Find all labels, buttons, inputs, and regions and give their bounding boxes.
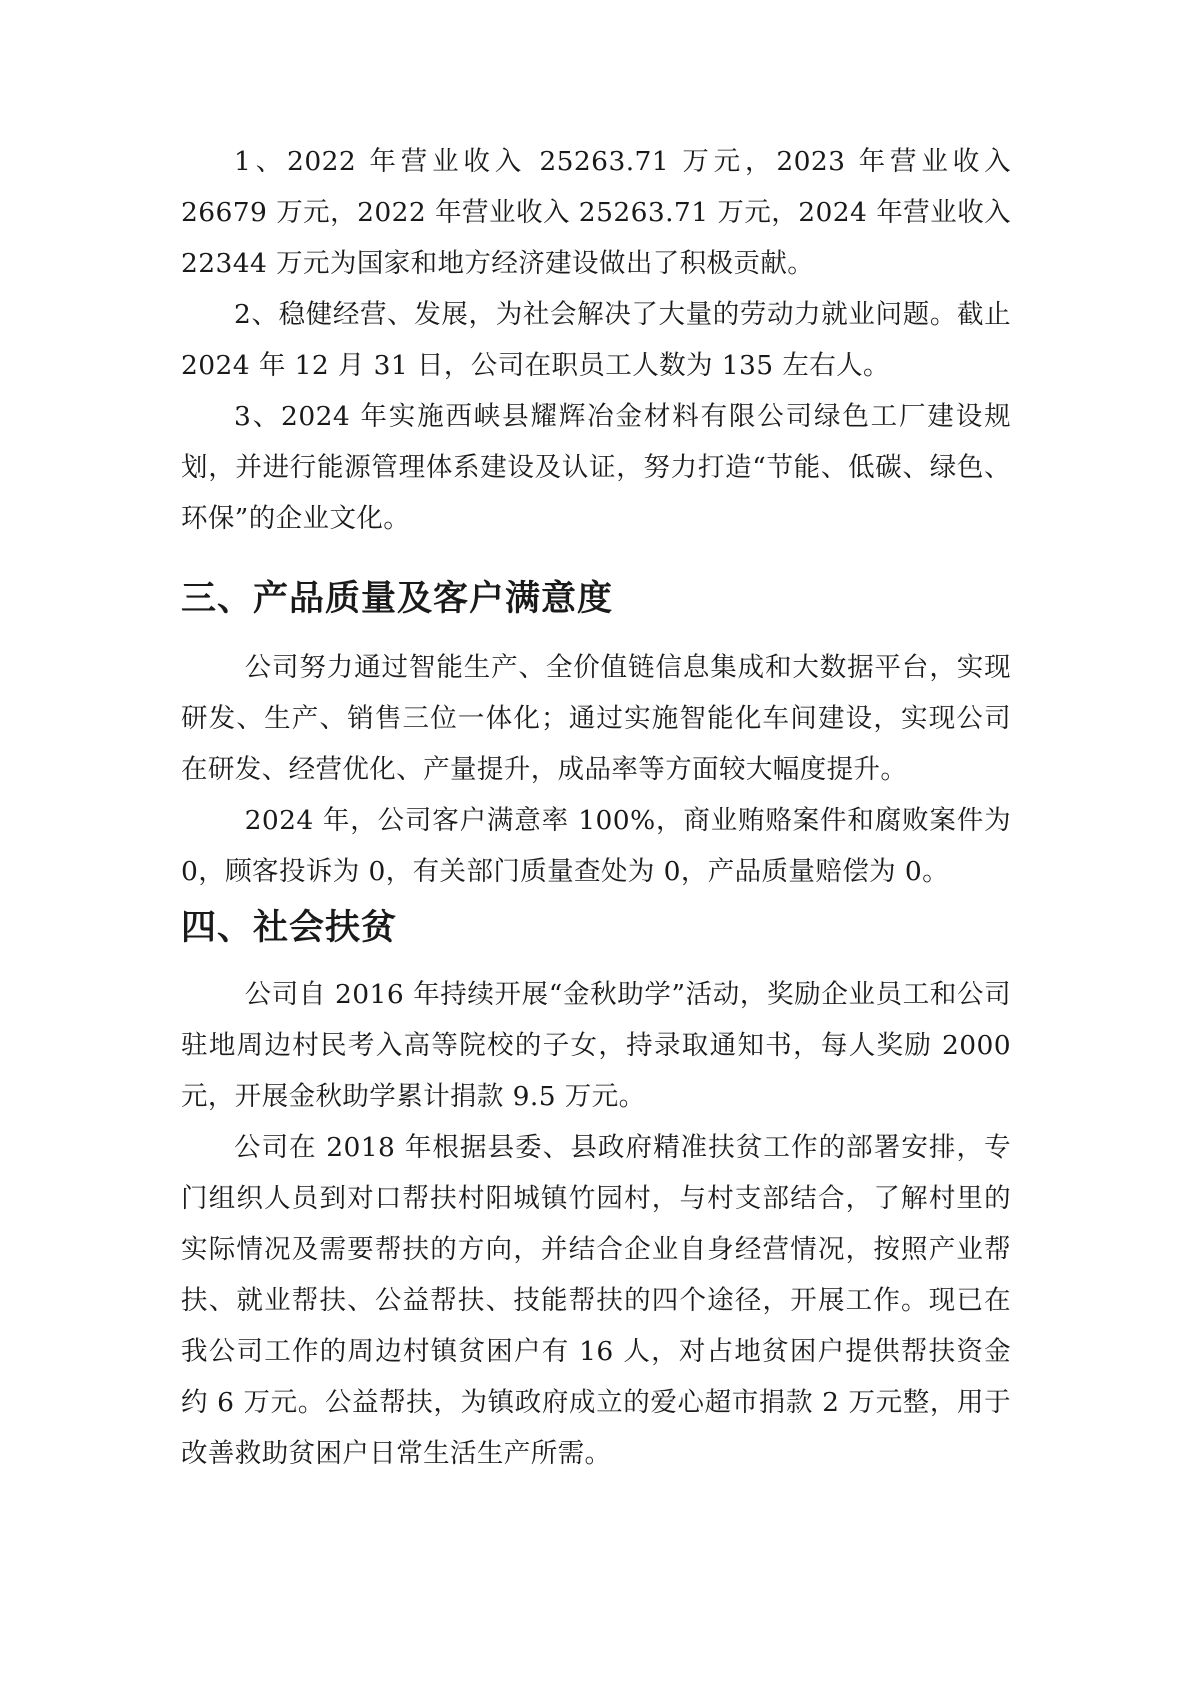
paragraph-golden-autumn-aid: 公司自 2016 年持续开展“金秋助学”活动，奖励企业员工和公司驻地周边村民考入高等院校的子女，持录取通知书，每人奖励 2000 元，开展金秋助学累计捐款 9.5 万元。 bbox=[181, 979, 1011, 1112]
section-spacer bbox=[181, 624, 1011, 642]
section-spacer bbox=[181, 953, 1011, 969]
paragraph-targeted-poverty-alleviation: 公司在 2018 年根据县委、县政府精准扶贫工作的部署安排，专门组织人员到对口帮扶村阳城镇竹园村，与村支部结合，了解村里的实际情况及需要帮扶的方向，并结合企业自身经营情况，按照产业帮扶、就业帮扶、公益帮扶、技能帮扶的四个途径，开展工作。现已在我公司工作的周边村镇贫困户有 16 人，对占地贫困户提供帮扶资金约 6 万元。公益帮扶，为镇政府成立的爱心超市捐款 2 万元整，用于改善救助贫困户日常生活生产所需。 bbox=[181, 1132, 1011, 1469]
paragraph-green-factory: 3、2024 年实施西峡县耀辉冶金材料有限公司绿色工厂建设规划，并进行能源管理体系建设及认证，努力打造“节能、低碳、绿色、环保”的企业文化。 bbox=[181, 401, 1011, 534]
section-heading-quality: 三、产品质量及客户满意度 bbox=[181, 579, 614, 619]
section-heading-poverty-alleviation: 四、社会扶贫 bbox=[181, 908, 398, 948]
paragraph-intelligent-production: 公司努力通过智能生产、全价值链信息集成和大数据平台，实现研发、生产、销售三位一体化；通过实施智能化车间建设，实现公司在研发、经营优化、产量提升，成品率等方面较大幅度提升。 bbox=[181, 652, 1011, 785]
section-spacer bbox=[181, 544, 1011, 574]
page-content bbox=[181, 136, 1011, 1479]
paragraph-customer-satisfaction: 2024 年，公司客户满意率 100%，商业贿赂案件和腐败案件为 0，顾客投诉为 0，有关部门质量查处为 0，产品质量赔偿为 0。 bbox=[181, 805, 1011, 887]
paragraph-revenue: 1、2022 年营业收入 25263.71 万元，2023 年营业收入 26679 万元，2022 年营业收入 25263.71 万元，2024 年营业收入 22344 万元为国家和地方经济建设做出了积极贡献。 bbox=[181, 146, 1011, 279]
paragraph-employment: 2、稳健经营、发展，为社会解决了大量的劳动力就业问题。截止 2024 年 12 月 31 日，公司在职员工人数为 135 左右人。 bbox=[181, 299, 1011, 381]
